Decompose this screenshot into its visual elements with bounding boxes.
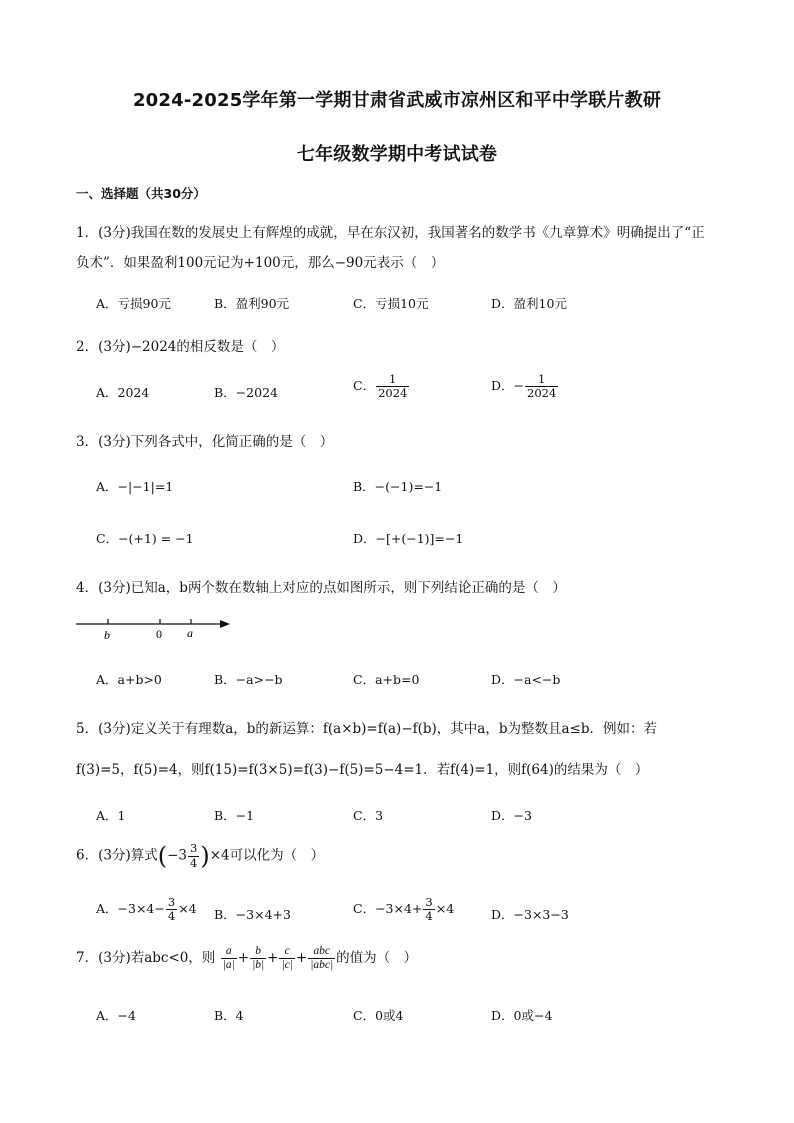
- q7-option-b: B．4: [214, 1008, 244, 1023]
- question-1-line1: 1．(3分)我国在数的发展史上有辉煌的成就，早在东汉初，我国著名的数学书《九章算术》明确提出了“正: [76, 225, 705, 241]
- q1-option-b: B．盈利90元: [214, 296, 290, 311]
- q4-option-c: C．a+b=0: [353, 672, 420, 687]
- q6-option-a: A．−3×4− $\frac{3}{4}$ ×4: [96, 895, 197, 924]
- question-4: 4．(3分)已知a，b两个数在数轴上对应的点如图所示，则下列结论正确的是（ ）: [76, 580, 566, 596]
- q6-option-c: C．−3×4+ $\frac{3}{4}$ ×4: [353, 895, 455, 924]
- section-heading: 一、选择题（共30分）: [76, 186, 206, 201]
- q2-option-d: D．− $\frac{1}{2024}$: [491, 372, 557, 401]
- q6-option-d: D．−3×3−3: [491, 907, 569, 922]
- q5-option-d: D．−3: [491, 808, 532, 823]
- q1-option-a: A．亏损90元: [96, 296, 171, 311]
- question-1-line2: 负术”．如果盈利100元记为+100元，那么−90元表示（ ）: [76, 255, 445, 271]
- question-2: 2．(3分)−2024的相反数是（ ）: [76, 339, 285, 355]
- q6-option-b: B．−3×4+3: [214, 907, 291, 922]
- q5-option-b: B．−1: [214, 808, 255, 823]
- q7-option-d: D．0或−4: [491, 1008, 553, 1023]
- q3-option-c: C．−(+1) = −1: [96, 531, 194, 546]
- question-3: 3．(3分)下列各式中，化简正确的是（ ）: [76, 434, 334, 450]
- q4-option-b: B．−a>−b: [214, 672, 283, 687]
- exam-title-line1: 2024-2025学年第一学期甘肃省武威市凉州区和平中学联片教研: [132, 90, 662, 111]
- question-5-line1: 5．(3分)定义关于有理数a，b的新运算：f(a×b)=f(a)−f(b)，其中a，b为整数且a≤b．例如：若: [76, 721, 658, 737]
- q5-option-a: A．1: [96, 808, 126, 823]
- axis-label-a: a: [187, 626, 193, 640]
- q2-option-a: A．2024: [96, 385, 150, 400]
- q1-option-d: D．盈利10元: [491, 296, 567, 311]
- q7-option-c: C．0或4: [353, 1008, 404, 1023]
- axis-label-b: b: [104, 628, 110, 642]
- axis-label-0: 0: [156, 627, 162, 641]
- q7-option-a: A．−4: [96, 1008, 136, 1023]
- number-line-figure: [74, 612, 236, 642]
- exam-title-line2: 七年级数学期中考试试卷: [296, 144, 498, 165]
- q2-option-c: C． $\frac{1}{2024}$: [353, 372, 408, 401]
- q3-option-b: B．−(−1)=−1: [353, 479, 443, 494]
- q3-option-d: D．−[+(−1)]=−1: [353, 531, 464, 546]
- number-line-arrow: [220, 620, 230, 628]
- q5-option-c: C．3: [353, 808, 384, 823]
- q2-option-b: B．−2024: [214, 385, 278, 400]
- q4-option-d: D．−a<−b: [491, 672, 561, 687]
- q4-option-a: A．a+b>0: [96, 672, 162, 687]
- q3-option-a: A．−|−1|=1: [96, 479, 174, 494]
- question-7: 7．(3分)若abc<0，则 $\frac{a}{|a|}$ + $\frac{b}{|b|}$ + $\frac{c}{|c|}$ + $\frac{\text{abc}}{\text{|abc|}}$ 的值为（ ）: [76, 945, 418, 972]
- question-6: 6．(3分)算式(−3 $\frac{3}{4}$ )×4可以化为（ ）: [76, 841, 325, 870]
- q1-option-c: C．亏损10元: [353, 296, 429, 311]
- question-5-line2: f(3)=5，f(5)=4，则f(15)=f(3×5)=f(3)−f(5)=5−4=1．若f(4)=1，则f(64)的结果为（ ）: [76, 762, 649, 778]
